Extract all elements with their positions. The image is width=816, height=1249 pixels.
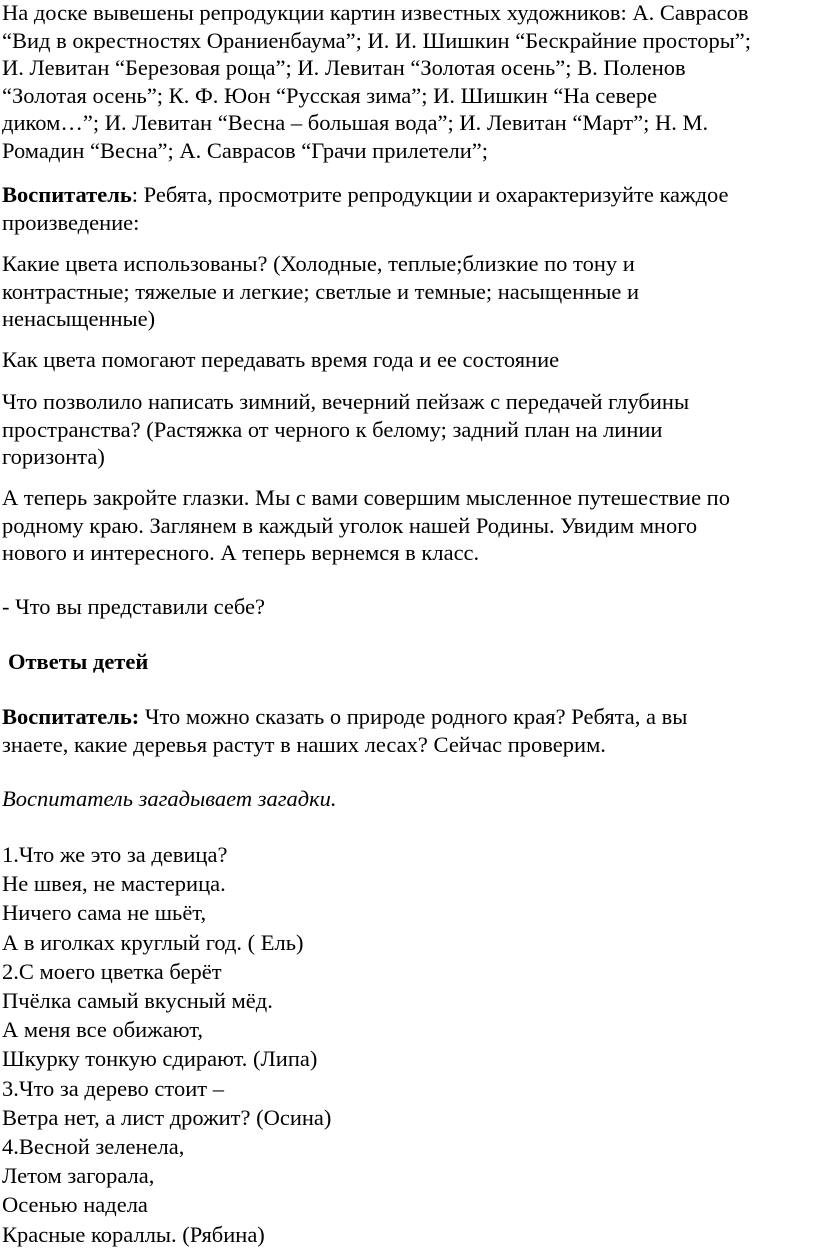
teacher-question-line: знаете, какие деревья растут в наших лесах? Сейчас проверим.: [2, 731, 606, 757]
teacher-question-paragraph: [2, 703, 814, 758]
riddle-line: Ничего сама не шьёт,: [2, 900, 207, 926]
riddle-line: Пчёлка самый вкусный мёд.: [2, 988, 273, 1014]
intro-line: И. Левитан “Березовая роща”; И. Левитан “Золотая осень”; В. Поленов: [2, 55, 686, 80]
season-question-paragraph: [2, 346, 814, 374]
riddle-line: 2.С моего цветка берёт: [2, 958, 222, 984]
colors-question-paragraph: [2, 250, 814, 333]
riddle-line: Шкурку тонкую сдирают. (Липа): [2, 1046, 318, 1072]
riddle-line: А меня все обижают,: [2, 1017, 204, 1043]
riddle-line: Красные кораллы. (Рябина): [2, 1221, 265, 1247]
riddle-line: Летом загорала,: [2, 1163, 155, 1189]
imagine-question: [2, 593, 814, 621]
question-line: - Что вы представили себе?: [2, 594, 265, 619]
question-text: Что можно сказать о природе родного края? Ребята, а вы: [139, 704, 688, 729]
instruction-text: : Ребята, просмотрите репродукции и охарактеризуйте каждое: [131, 182, 729, 207]
question-line: пространства? (Растяжка от черного к белому; задний план на линии: [2, 416, 663, 442]
teacher-question-line: [2, 703, 814, 731]
intro-paragraph: [2, 0, 814, 164]
speaker-label: Воспитатель:: [2, 704, 140, 729]
riddle-line: Осенью надела: [2, 1192, 148, 1218]
riddle-line: Не швея, не мастерица.: [2, 871, 226, 897]
intro-line: “Вид в окрестностях Ораниенбаума”; И. И. Шишкин “Бескрайние просторы”;: [2, 27, 752, 53]
riddle-line: 4.Весной зеленела,: [2, 1134, 185, 1160]
question-line: Что позволило написать зимний, вечерний пейзаж с передачей глубины: [2, 389, 690, 414]
riddle-line: 1.Что же это за девица?: [2, 842, 228, 867]
riddle-line: 3.Что за дерево стоит –: [2, 1075, 224, 1101]
teacher-instruction-line: [2, 181, 814, 209]
heading-text: Ответы детей: [8, 649, 149, 674]
journey-line: нового и интересного. А теперь вернемся в класс.: [2, 540, 480, 565]
question-line: горизонта): [2, 444, 105, 469]
journey-line: родному краю. Заглянем в каждый уголок нашей Родины. Увидим много: [2, 512, 698, 538]
children-answers-heading: [8, 648, 816, 676]
question-line: контрастные; тяжелые и легкие; светлые и темные; насыщенные и: [2, 278, 640, 304]
riddles-intro: [2, 785, 814, 813]
question-line: Как цвета помогают передавать время года и ее состояние: [2, 347, 560, 372]
intro-line: На доске вывешены репродукции картин известных художников: А. Саврасов: [2, 0, 749, 25]
question-line: ненасыщенные): [2, 306, 156, 331]
intro-line: “Золотая осень”; К. Ф. Юон “Русская зима”; И. Шишкин “На севере: [2, 82, 658, 108]
riddles-intro-text: Воспитатель загадывает загадки.: [2, 786, 337, 811]
journey-paragraph: [2, 484, 814, 567]
riddles-list: [2, 840, 814, 1249]
teacher-instruction-paragraph: [2, 181, 814, 236]
speaker-label: Воспитатель: [2, 182, 132, 207]
winter-question-paragraph: [2, 388, 814, 471]
journey-line: А теперь закройте глазки. Мы с вами совершим мысленное путешествие по: [2, 485, 730, 510]
intro-line: диком…”; И. Левитан “Весна – большая вода”; И. Левитан “Март”; Н. М.: [2, 110, 709, 135]
riddle-line: А в иголках круглый год. ( Ель): [2, 929, 304, 955]
riddle-line: Ветра нет, а лист дрожит? (Осина): [2, 1104, 332, 1130]
question-line: Какие цвета использованы? (Холодные, теплые;близкие по тону и: [2, 251, 635, 276]
intro-line: Ромадин “Весна”; А. Саврасов “Грачи прилетели”;: [2, 137, 489, 163]
teacher-instruction-line: произведение:: [2, 209, 140, 235]
